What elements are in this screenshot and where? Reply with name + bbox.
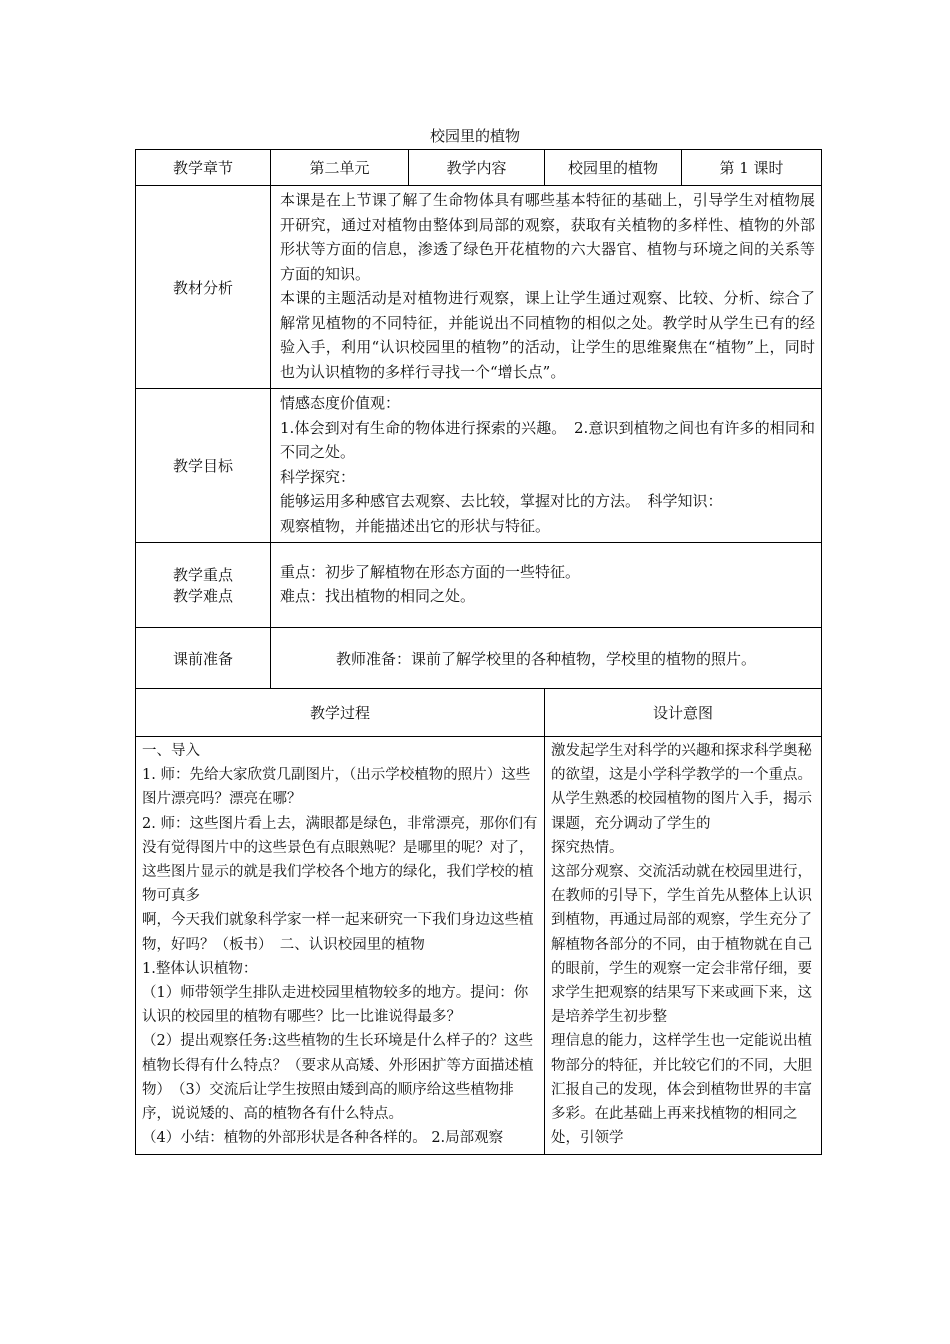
goals-line-1: 情感态度价值观：: [280, 394, 401, 412]
goals-label: 教学目标: [136, 389, 271, 543]
process-content: [136, 737, 545, 1155]
process-row: [136, 737, 822, 1155]
chapter-value: 第二单元: [271, 150, 409, 186]
analysis-paragraph-1: 本课是在上节课了解了生命物体具有哪些基本特征的基础上，引导学生对植物展开研究，通过对植物由整体到局部的观察，获取有关植物的多样性、植物的外部形状等方面的信息，渗透了绿色开花植物的六大器官、植物与环境之间的关系等方面的知识。: [280, 191, 815, 283]
prep-text: 教师准备：课前了解学校里的各种植物，学校里的植物的照片。: [271, 628, 822, 689]
process-line: （4）小结：植物的外部形状是各种各样的。 2.局部观察: [142, 1130, 504, 1147]
keypoints-content: [271, 543, 822, 628]
process-line: 一、导入: [142, 743, 200, 759]
header-row: [136, 150, 822, 186]
prep-label: 课前准备: [136, 628, 271, 689]
keypoints-label: [136, 543, 271, 628]
analysis-row: [136, 186, 822, 389]
difficult-point-text: 难点：找出植物的相同之处。: [280, 587, 476, 605]
analysis-paragraph-2: 本课的主题活动是对植物进行观察，课上让学生通过观察、比较、分析、综合了解常见植物的不同特征，并能说出不同植物的相似之处。教学时从学生已有的经验入手，利用“认识校园里的植物”的活动，让学生的思维聚焦在“植物”上，同时也为认识植物的多样行寻找一个“增长点”。: [280, 289, 815, 381]
goals-line-2: 1.体会到对有生命的物体进行探索的兴趣。 2.意识到植物之间也有许多的相同和不同之处。: [280, 418, 815, 461]
period-value: 第 1 课时: [682, 150, 822, 186]
goals-line-3: 科学探究：: [280, 467, 356, 486]
process-line: 1. 师：先给大家欣赏几副图片，（出示学校植物的照片）这些图片漂亮吗？漂亮在哪？: [142, 767, 531, 808]
process-line: （2）提出观察任务:这些植物的生长环境是什么样子的？这些植物长得有什么特点？（要求从高矮、外形困扩等方面描述植物） （3）交流后让学生按照由矮到高的顺序给这些植物排序，说说矮的、高的植物各有什么特点。: [142, 1033, 534, 1123]
difficult-point-label: 教学难点: [172, 587, 233, 605]
analysis-content: [271, 186, 822, 389]
prep-row: [136, 628, 822, 689]
process-line: （1）师带领学生排队走进校园里植物较多的地方。提问：你认识的校园里的植物有哪些？比一比谁说得最多？: [142, 985, 529, 1026]
intent-content: [545, 737, 822, 1155]
content-value: 校园里的植物: [545, 150, 682, 186]
goals-line-5: 观察植物，并能描述出它的形状与特征。: [280, 516, 551, 535]
intent-line: 激发起学生对科学的兴趣和探求科学奥秘的欲望，这是小学科学教学的一个重点。从学生熟悉的校园植物的图片入手，揭示课题，充分调动了学生的: [551, 743, 812, 832]
process-header-row: [136, 689, 822, 737]
lesson-plan-table: [135, 149, 822, 1155]
process-line: 1.整体认识植物：: [142, 960, 258, 977]
goals-row: [136, 389, 822, 543]
process-line: 2. 师：这些图片看上去，满眼都是绿色，非常漂亮，那你们有没有觉得图片中的这些景色有点眼熟呢？是哪里的呢？对了，这些图片显示的就是我们学校各个地方的绿化，我们学校的植物可真多: [142, 815, 538, 905]
keypoints-row: [136, 543, 822, 628]
chapter-label: 教学章节: [136, 150, 271, 186]
process-line: 啊，今天我们就象科学家一样一起来研究一下我们身边这些植物，好吗？（板书） 二、认识校园里的植物: [142, 912, 534, 953]
page-title: 校园里的植物: [429, 127, 520, 145]
goals-line-4: 能够运用多种感官去观察、去比较，掌握对比的方法。 科学知识：: [280, 492, 723, 510]
key-point-text: 重点：初步了解植物在形态方面的一些特征。: [280, 562, 581, 581]
intent-line: 探究热情。: [551, 839, 624, 856]
content-label: 教学内容: [409, 150, 545, 186]
analysis-label: 教材分析: [136, 186, 271, 389]
intent-header: 设计意图: [545, 689, 822, 737]
goals-content: [271, 389, 822, 543]
process-header: 教学过程: [136, 689, 545, 737]
intent-line: 理信息的能力，这样学生也一定能说出植物部分的特征，并比较它们的不同，大胆汇报自己的发现，体会到植物世界的丰富多彩。在此基础上再来找植物的相同之处，引领学: [551, 1033, 812, 1147]
intent-line: 这部分观察、交流活动就在校园里进行，在教师的引导下，学生首先从整体上认识到植物，再通过局部的观察，学生充分了解植物各部分的不同，由于植物就在自己的眼前，学生的观察一定会非常仔细，要求学生把观察的结果写下来或画下来，这是培养学生初步整: [551, 864, 812, 1026]
key-point-label: 教学重点: [172, 566, 233, 584]
